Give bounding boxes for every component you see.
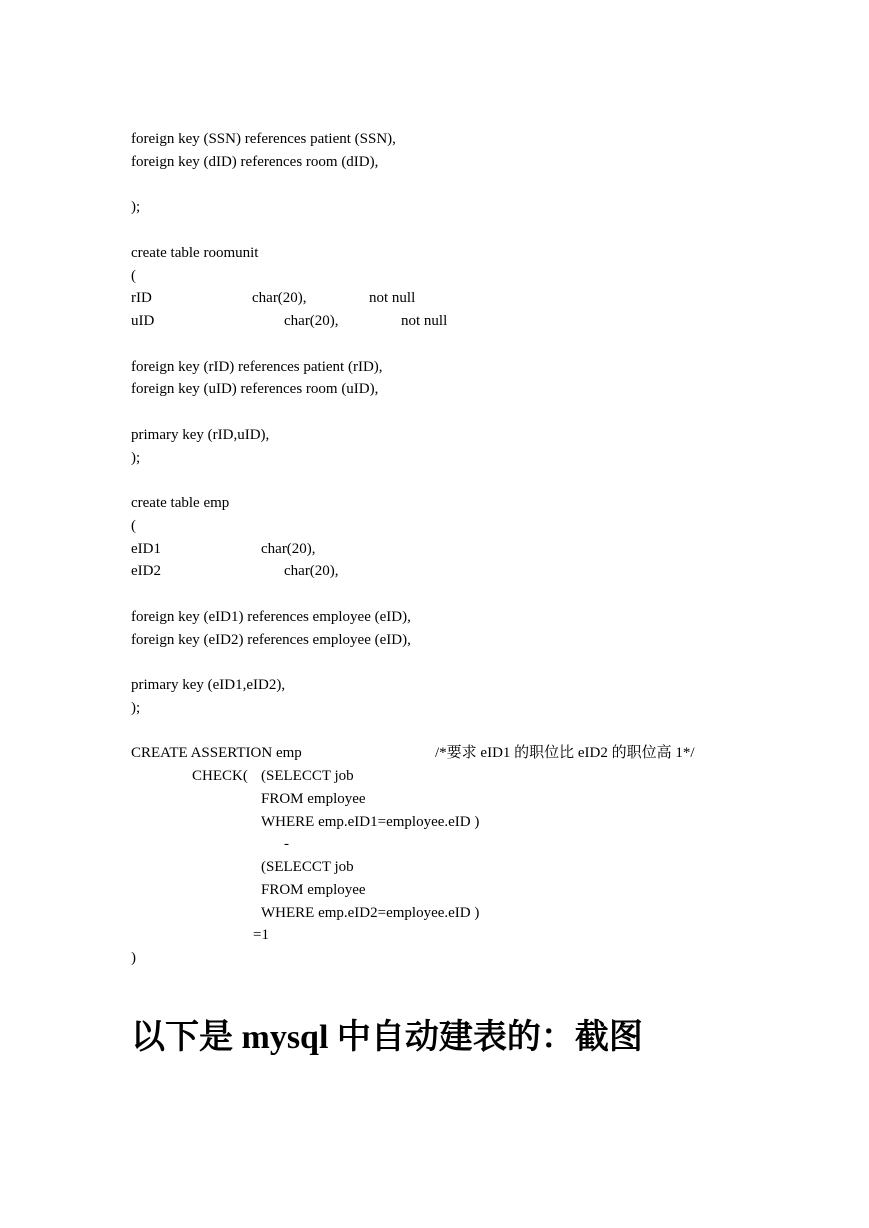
code-line: CREATE ASSERTION emp — [131, 745, 302, 761]
code-line: (SELECCT job — [261, 768, 354, 784]
code-line: WHERE emp.eID1=employee.eID ) — [261, 814, 480, 830]
code-line: primary key (eID1,eID2), — [131, 677, 286, 693]
code-line: =1 — [253, 927, 269, 943]
code-line: primary key (rID,uID), — [131, 427, 270, 443]
code-comment: /*要求 eID1 的职位比 eID2 的职位高 1*/ — [435, 745, 695, 761]
code-line: foreign key (eID2) references employee (eID), — [131, 632, 411, 648]
code-line: FROM employee — [261, 791, 366, 807]
code-line: WHERE emp.eID2=employee.eID ) — [261, 905, 480, 921]
code-line: CHECK( — [192, 768, 248, 784]
code-line: not null — [401, 313, 448, 329]
code-line: char(20), — [252, 290, 307, 306]
code-line: create table roomunit — [131, 245, 259, 261]
code-line: uID — [131, 313, 155, 329]
code-line: foreign key (eID1) references employee (eID), — [131, 609, 411, 625]
code-line: (SELECCT job — [261, 859, 354, 875]
code-line: eID1 — [131, 541, 161, 557]
code-line: char(20), — [284, 563, 339, 579]
code-line: foreign key (rID) references patient (rID), — [131, 359, 383, 375]
code-line: foreign key (uID) references room (uID), — [131, 381, 379, 397]
code-line: FROM employee — [261, 882, 366, 898]
code-line: ); — [131, 700, 141, 716]
code-line: char(20), — [284, 313, 339, 329]
code-line: ) — [131, 950, 136, 966]
code-line: eID2 — [131, 563, 161, 579]
code-line: rID — [131, 290, 152, 306]
code-line: ); — [131, 450, 141, 466]
code-line: char(20), — [261, 541, 316, 557]
code-line: ( — [131, 268, 136, 284]
section-heading: 以下是 mysql 中自动建表的：截图 — [131, 1019, 643, 1056]
code-line: ); — [131, 199, 141, 215]
code-line: foreign key (dID) references room (dID), — [131, 154, 379, 170]
code-line: not null — [369, 290, 416, 306]
code-line: foreign key (SSN) references patient (SSN), — [131, 131, 396, 147]
code-line: - — [284, 836, 289, 852]
code-line: ( — [131, 518, 136, 534]
code-line: create table emp — [131, 495, 230, 511]
